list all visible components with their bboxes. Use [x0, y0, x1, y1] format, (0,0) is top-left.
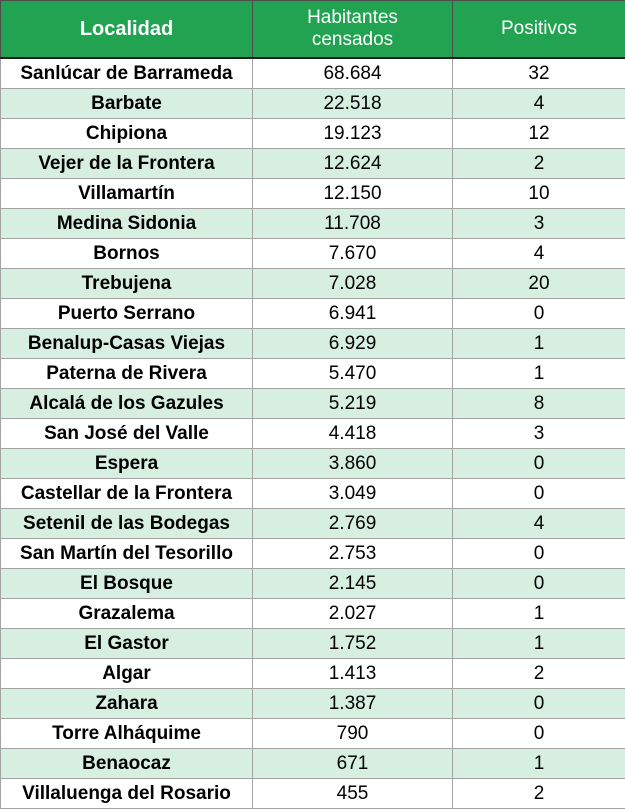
- cell-localidad: Puerto Serrano: [1, 299, 253, 329]
- cell-localidad: Grazalema: [1, 599, 253, 629]
- table-row: [1, 569, 625, 599]
- cell-positivos: 0: [453, 539, 625, 569]
- column-header-habitantes-censados: Habitantes censados: [253, 1, 453, 59]
- table-row: [1, 479, 625, 509]
- table-row: [1, 689, 625, 719]
- cell-habitantes-censados: 22.518: [253, 89, 453, 119]
- cell-habitantes-censados: 4.418: [253, 419, 453, 449]
- cell-habitantes-censados: 7.670: [253, 239, 453, 269]
- cell-positivos: 0: [453, 299, 625, 329]
- cell-habitantes-censados: 68.684: [253, 58, 453, 89]
- table-row: [1, 329, 625, 359]
- cell-habitantes-censados: 1.413: [253, 659, 453, 689]
- cell-habitantes-censados: 3.049: [253, 479, 453, 509]
- cell-positivos: 0: [453, 569, 625, 599]
- cell-habitantes-censados: 455: [253, 779, 453, 809]
- cell-localidad: San José del Valle: [1, 419, 253, 449]
- cell-localidad: Benalup-Casas Viejas: [1, 329, 253, 359]
- cell-localidad: San Martín del Tesorillo: [1, 539, 253, 569]
- table-row: [1, 629, 625, 659]
- cell-localidad: Villamartín: [1, 179, 253, 209]
- cell-positivos: 1: [453, 329, 625, 359]
- cell-localidad: Algar: [1, 659, 253, 689]
- cell-habitantes-censados: 1.387: [253, 689, 453, 719]
- cell-positivos: 2: [453, 779, 625, 809]
- table-row: [1, 149, 625, 179]
- cell-positivos: 3: [453, 209, 625, 239]
- cell-localidad: Sanlúcar de Barrameda: [1, 58, 253, 89]
- cell-positivos: 0: [453, 719, 625, 749]
- table-row: [1, 119, 625, 149]
- cell-habitantes-censados: 12.624: [253, 149, 453, 179]
- cell-habitantes-censados: 1.752: [253, 629, 453, 659]
- cell-positivos: 1: [453, 749, 625, 779]
- cell-positivos: 4: [453, 509, 625, 539]
- column-header-positivos: Positivos: [453, 1, 625, 59]
- table-row: [1, 239, 625, 269]
- cell-positivos: 4: [453, 89, 625, 119]
- cell-habitantes-censados: 11.708: [253, 209, 453, 239]
- cell-localidad: El Gastor: [1, 629, 253, 659]
- cell-localidad: Zahara: [1, 689, 253, 719]
- table-row: [1, 599, 625, 629]
- cell-positivos: 4: [453, 239, 625, 269]
- column-header-localidad: Localidad: [1, 1, 253, 59]
- cell-positivos: 2: [453, 149, 625, 179]
- table-row: [1, 719, 625, 749]
- cell-localidad: Paterna de Rivera: [1, 359, 253, 389]
- cell-positivos: 10: [453, 179, 625, 209]
- table-row: [1, 659, 625, 689]
- cell-localidad: Chipiona: [1, 119, 253, 149]
- cell-positivos: 0: [453, 479, 625, 509]
- table-row: [1, 89, 625, 119]
- table-row: [1, 179, 625, 209]
- cell-localidad: Villaluenga del Rosario: [1, 779, 253, 809]
- cell-positivos: 1: [453, 359, 625, 389]
- table-row: [1, 419, 625, 449]
- cell-habitantes-censados: 2.753: [253, 539, 453, 569]
- cell-habitantes-censados: 5.219: [253, 389, 453, 419]
- cell-localidad: Benaocaz: [1, 749, 253, 779]
- cell-localidad: Vejer de la Frontera: [1, 149, 253, 179]
- cell-positivos: 0: [453, 689, 625, 719]
- cell-habitantes-censados: 790: [253, 719, 453, 749]
- cell-positivos: 2: [453, 659, 625, 689]
- table-row: [1, 269, 625, 299]
- cell-positivos: 8: [453, 389, 625, 419]
- table-row: [1, 749, 625, 779]
- cell-localidad: Barbate: [1, 89, 253, 119]
- cell-habitantes-censados: 6.941: [253, 299, 453, 329]
- cell-habitantes-censados: 2.145: [253, 569, 453, 599]
- cell-positivos: 20: [453, 269, 625, 299]
- table-row: [1, 539, 625, 569]
- cell-positivos: 12: [453, 119, 625, 149]
- table-row: [1, 359, 625, 389]
- cell-habitantes-censados: 6.929: [253, 329, 453, 359]
- table-row: [1, 779, 625, 809]
- cell-habitantes-censados: 2.027: [253, 599, 453, 629]
- cell-localidad: Espera: [1, 449, 253, 479]
- table-row: [1, 299, 625, 329]
- table-body: [1, 58, 625, 809]
- cell-localidad: El Bosque: [1, 569, 253, 599]
- cell-positivos: 32: [453, 58, 625, 89]
- cell-habitantes-censados: 12.150: [253, 179, 453, 209]
- cell-localidad: Bornos: [1, 239, 253, 269]
- cell-localidad: Setenil de las Bodegas: [1, 509, 253, 539]
- cell-localidad: Torre Alháquime: [1, 719, 253, 749]
- cell-habitantes-censados: 671: [253, 749, 453, 779]
- cell-localidad: Medina Sidonia: [1, 209, 253, 239]
- table-row: [1, 509, 625, 539]
- table-row: [1, 389, 625, 419]
- cell-habitantes-censados: 5.470: [253, 359, 453, 389]
- cell-habitantes-censados: 7.028: [253, 269, 453, 299]
- cell-positivos: 1: [453, 629, 625, 659]
- cell-habitantes-censados: 2.769: [253, 509, 453, 539]
- cell-habitantes-censados: 3.860: [253, 449, 453, 479]
- cell-positivos: 1: [453, 599, 625, 629]
- table-row: [1, 449, 625, 479]
- table-row: [1, 209, 625, 239]
- cell-positivos: 3: [453, 419, 625, 449]
- table-row: [1, 58, 625, 89]
- header-row: [1, 1, 625, 59]
- cell-localidad: Trebujena: [1, 269, 253, 299]
- cell-localidad: Castellar de la Frontera: [1, 479, 253, 509]
- cell-positivos: 0: [453, 449, 625, 479]
- cell-localidad: Alcalá de los Gazules: [1, 389, 253, 419]
- cell-habitantes-censados: 19.123: [253, 119, 453, 149]
